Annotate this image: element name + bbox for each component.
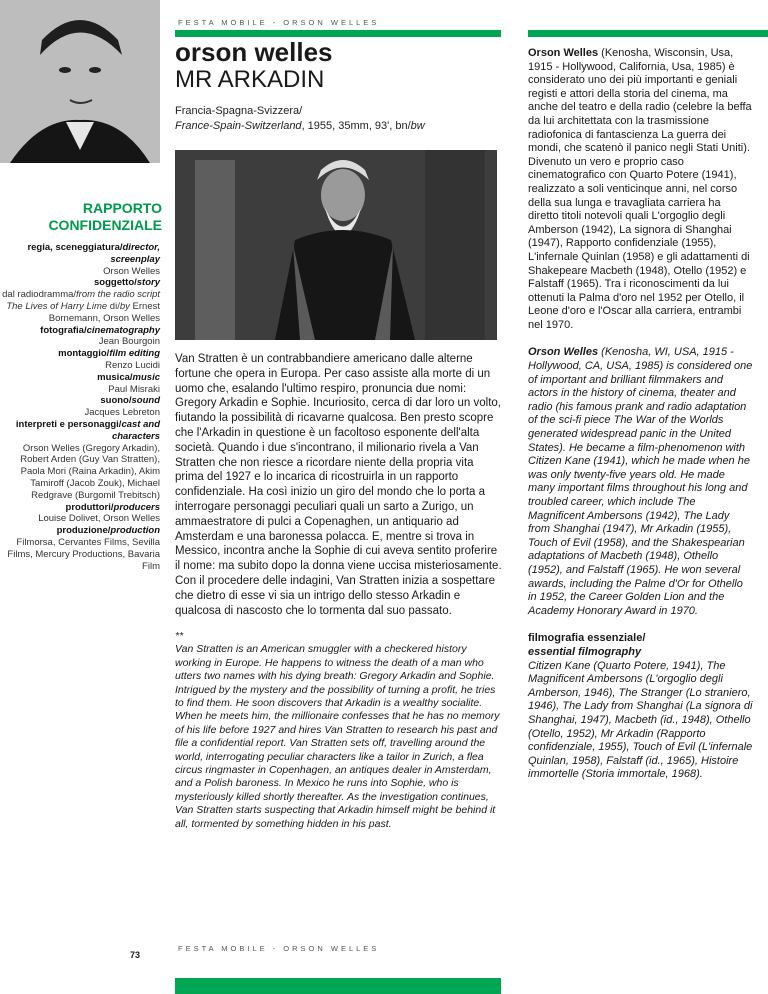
production-details — [175, 119, 425, 134]
credit-sound: suono/sound Jacques Lebreton — [84, 395, 160, 419]
portrait-image — [0, 0, 160, 163]
film-still-image — [175, 150, 497, 340]
credit-music: musica/music Paul Misraki — [97, 371, 160, 395]
page-number: 73 — [130, 950, 141, 960]
separator-stars: ** — [175, 630, 184, 642]
bio-italian-text: (Kenosha, Wisconsin, Usa, 1915 - Hollywood, California, Usa, 1985) è considerato uno dei più importanti e geniali registi e attori della storia del cinema, ma anche del teatro e della radio (celebre la beffa da lui architettata con la trasmissione radiofonica di fantascienza La guerra dei mondi, che scatenò il panico negli Stati Uniti). Divenuto un vero e proprio caso cinematografico con Quarto Potere (1941), realizzato a soli venticinque anni, nel corso della sua lunga e travagliata carriera ha diretto titoli notevoli quali L'orgoglio degli Amberson (1942), La signora di Shanghai (1947), Rapporto confidenziale (1955), L'infernale Quinlan (1958) e gli adattamenti di Shakepeare Macbeth (1948), Otello (1952) e Falstaff (1965). Tra i riconoscimenti da lui ottenuti la Palma d'oro nel 1952 per Otello, il Leone d'oro e l'Oscar alla carriera, entrambi nel 1970. — [528, 47, 752, 331]
production-bw: bw — [410, 120, 425, 132]
portrait-photo — [0, 0, 160, 163]
credit-editing: montaggio/film editing Renzo Lucidi — [58, 348, 160, 371]
credit-director: regia, sceneggiatura/director, screenplay Orson Welles — [27, 242, 160, 277]
production-info — [175, 104, 425, 134]
filmography-text: Citizen Kane (Quarto Potere, 1941), The Magnificent Ambersons (L'orgoglio degli Amberson, 1946), The Stranger (Lo straniero, 1946), The Lady from Shanghai (La signora di Shanghai, 1947), Macbeth (id., 1948), Othello (Otello, 1952), Mr Arkadin (Rapporto confidenziale, 1955), Touch of Evil (L'infernale Quinlan, 1958), Falstaff (id., 1965), Histoire immortelle (Storia immortale, 1968). — [528, 659, 753, 781]
filmography-heading-en: essential filmography — [528, 645, 642, 658]
credit-cast: interpreti e personaggi/cast and characters Orson Welles (Gregory Arkadin), Robert Arden (Guy Van Stratten), Paola Mori (Raina Arkadin), Akim Tamiroff (Jacob Zouk), Michael Redgrave (Burgomil Trebitsch) — [15, 418, 160, 501]
sidebar-title-line1: RAPPORTO — [82, 200, 162, 216]
credit-story: soggetto/story dal radiodramma/from the radio script The Lives of Harry Lime di/by Ernest Bornemann, Orson Welles — [2, 277, 160, 324]
footer-running-head: FESTA MOBILE - ORSON WELLES — [178, 944, 380, 953]
production-countries-en: France-Spain-Switzerland — [175, 120, 302, 132]
header-bar-left — [175, 30, 501, 37]
director-title: orson welles — [175, 37, 333, 67]
bio-italian — [528, 47, 753, 332]
bio-english — [528, 346, 753, 618]
sidebar-title — [2, 200, 162, 234]
credit-production: produzione/production Filmorsa, Cervantes Films, Sevilla Films, Mercury Productions, Bavaria Film — [7, 525, 160, 572]
header-bar-right — [528, 30, 768, 37]
filmography-heading-it: filmografia essenziale/ — [528, 632, 646, 645]
bio-italian-name: Orson Welles — [528, 47, 599, 59]
running-head: FESTA MOBILE - ORSON WELLES — [178, 18, 380, 27]
film-still — [175, 150, 497, 340]
bio-english-name: Orson Welles — [528, 346, 599, 359]
synopsis-english-text: Van Stratten is an American smuggler with a checkered history working in Europe. He happens to witness the death of a man who utters two names with his dying breath: Gregory Arkadin and Sophie. Intrigued by the mystery and the possibility of turning a profit, he tries to find them. He soon discovers that Arkadin is a wealthy socialite. When he meets him, the millionaire confesses that he has no memory of his life before 1927 and hires Van Stratten to research his past and file a confidential report. Van Stratten sets off, travelling around the world, interrogating peculiar characters like a tailor in Zurich, a flea circus ringmaster in Copenhagen, an antiques dealer in Amsterdam, and a Polish baroness. In Mexico he runs into Sophie, who is mysteriously killed shortly thereafter. As the investigation continues, Van Stratten starts suspecting that Arkadin himself might be behind it all, tormented by something hidden in his past. — [175, 643, 500, 830]
production-specs: , 1955, 35mm, 93', bn/ — [301, 120, 411, 132]
credit-cinematography: fotografia/cinematography Jean Bourgoin — [40, 324, 160, 348]
credit-producers: produttori/producers Louise Dolivet, Orson Welles — [38, 501, 160, 525]
right-column — [528, 47, 753, 796]
sidebar-title-line2: CONFIDENZIALE — [48, 217, 162, 233]
production-countries-it: Francia-Spagna-Svizzera/ — [175, 105, 303, 117]
synopsis-italian: Van Stratten è un contrabbandiere americano dalle alterne fortune che opera in Europa. Per caso assiste alla morte di un uomo che, esalando l'ultimo respiro, pronuncia due nomi: Gregory Arkadin e Sophie. Incuriosito, cerca di dar loro un volto, fiutando la possibilità di ricavarne qualcosa. Ben presto scopre che l'Arkadin in questione è un facoltoso esponente dell'alta società. Quando i due s'incontrano, il milionario rivela a Van Stratten che non riesce a ricordare niente della propria vita prima del 1927 e lo incarica di ricostruirla in un rapporto confidenziale. Ha così inizio un giro del mondo che lo porta a interrogare personaggi peculiari quali un sarto a Zurigo, un ammaestratore di pulci a Copenaghen, un antiquario ad Amsterdam e una baronessa polacca. E, mentre si trova in Messico, incontra anche la Sophie di cui aveva sentito proferire il nome: ma subito dopo la donna viene uccisa misteriosamente. Con il procedere delle indagini, Van Stratten inizia a sospettare che dietro di esse vi sia un intrigo dello stesso Arkadin e qualcosa di nascosto che lo tormenta dal suo passato. — [175, 353, 502, 617]
synopsis-english — [175, 630, 505, 831]
bio-english-text: (Kenosha, WI, USA, 1915 - Hollywood, CA, USA, 1985) is considered one of important and brilliant filmmakers and actors in the history of cinema, theater and radio (his famous prank and radio adaptation of the sci-fi piece The War of the Worlds generated widespread panic in the United States). He became a film-phenomenon with Citizen Kane (1941), which he made when he was only twenty-five years old. He made many important films throughout his long and troubled career, which include The Magnificent Ambersons (1942), The Lady from Shanghai (1947), Mr Arkadin (1955), Touch of Evil (1958), and the Shakespearian adaptations of Macbeth (1948), Othello (1952), and Falstaff (1965). He won several awards, including the Palme d'Or for Othello in 1952, the Career Golden Lion and the Academy Honorary Award in 1970. — [528, 346, 753, 617]
footer-bar — [175, 978, 501, 994]
credits-list — [0, 242, 160, 572]
filmography — [528, 632, 753, 782]
film-title: MR ARKADIN — [175, 66, 325, 93]
